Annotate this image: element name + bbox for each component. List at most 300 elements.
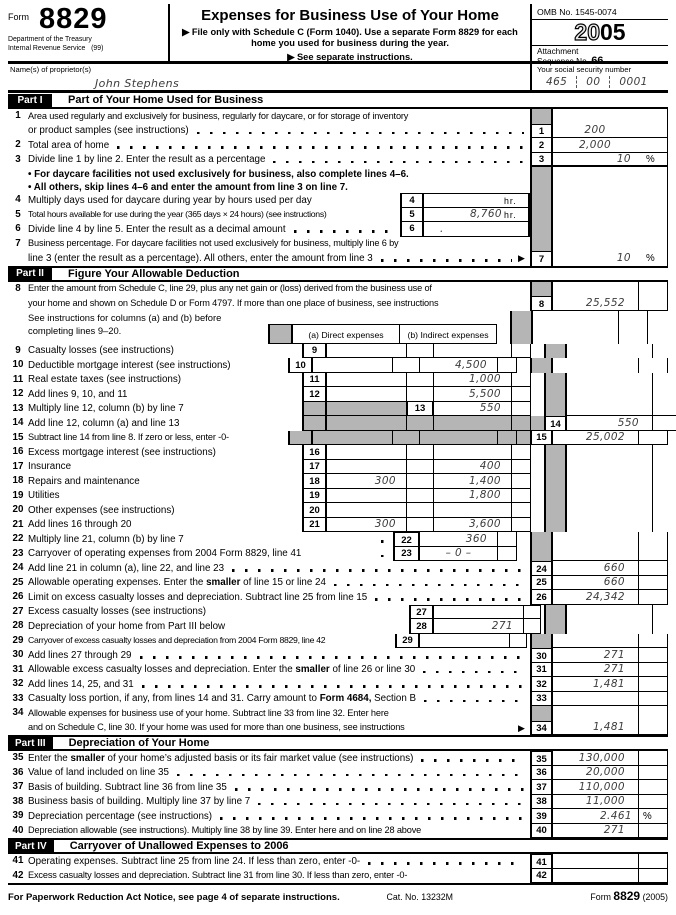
line-17-direct[interactable] <box>327 460 407 475</box>
shaded-cell <box>517 431 530 446</box>
line-42-amount[interactable] <box>553 869 638 884</box>
dot-leader <box>197 132 524 134</box>
shaded-box-column <box>530 282 553 297</box>
line-14-number: 14 <box>12 417 24 428</box>
line-12-indirect[interactable]: 5,500 <box>434 387 512 402</box>
line-31-number: 31 <box>12 663 24 675</box>
line-24-row <box>8 561 668 576</box>
line-34-label-2: and on Schedule C, line 30. If your home was used for more than one business, see instructions <box>28 722 405 732</box>
shaded-box-column <box>510 311 533 324</box>
line-18-indirect[interactable]: 1,400 <box>434 474 512 489</box>
dot-leader <box>220 817 524 819</box>
line-23-box: 23 <box>393 547 420 562</box>
line-9-direct[interactable] <box>327 344 407 359</box>
line-8-row-c <box>8 311 668 324</box>
line-23-label: Carryover of operating expenses from 2004 Form 8829, line 41 <box>28 548 302 559</box>
dot-leader <box>424 700 524 702</box>
line-16-number: 16 <box>12 446 24 457</box>
part-3-tag: Part III <box>8 737 53 750</box>
line-10-label: Deductible mortgage interest (see instructions) <box>28 359 231 371</box>
line-16-row <box>8 445 668 460</box>
catalog-number: Cat. No. 13232M <box>386 892 453 902</box>
line-30-amount[interactable]: 271 <box>553 648 638 663</box>
line-5-number: 5 <box>15 208 21 220</box>
dot-leader <box>368 862 524 864</box>
line-30-box: 30 <box>530 648 553 663</box>
part-4-title: Carryover of Unallowed Expenses to 2006 <box>69 840 289 852</box>
column-b-header: (b) Indirect expenses <box>400 324 497 344</box>
dept-irs: Internal Revenue Service (99) <box>8 44 104 52</box>
line-20-number: 20 <box>12 504 24 515</box>
line-11-number: 11 <box>12 373 24 385</box>
line-7-row-b <box>8 251 668 266</box>
part-3-bar <box>8 735 668 751</box>
line-15-number: 15 <box>12 431 24 443</box>
line-27-number: 27 <box>12 605 24 617</box>
line-17-box: 17 <box>302 460 327 475</box>
line-35-amount[interactable]: 130,000 <box>553 751 638 766</box>
line-4-row <box>8 193 668 208</box>
shaded-box-column <box>544 474 567 489</box>
line-37-box: 37 <box>530 780 553 795</box>
line-9-indirect[interactable] <box>434 344 512 359</box>
line-8-label-1: Enter the amount from Schedule C, line 29, plus any net gain or (loss) derived from the business use of <box>28 283 432 293</box>
form-header <box>8 3 668 67</box>
line-24-number: 24 <box>12 562 24 573</box>
ssn-part-3[interactable]: 0001 <box>619 76 648 88</box>
daycare-bullet-note: • For daycare facilities not used exclusively for business, also complete lines 4–6. <box>28 168 409 180</box>
line-18-row <box>8 474 668 489</box>
line-24-amount[interactable]: 660 <box>553 561 638 576</box>
line-39-label: Depreciation percentage (see instructions) <box>28 810 213 822</box>
shaded-cell <box>313 431 393 446</box>
line-10-row <box>8 358 668 373</box>
line-12-number: 12 <box>12 388 24 399</box>
line-5-amount[interactable]: 8,760 <box>469 208 502 220</box>
line-33-label: Casualty loss portion, if any, from lines 14 and 31. Carry amount to Form 4684, Section B <box>28 693 417 704</box>
shaded-box-column <box>530 358 553 373</box>
line-15-label: Subtract line 14 from line 8. If zero or less, enter -0- <box>28 432 229 442</box>
line-6-number: 6 <box>15 223 21 234</box>
line-22-box: 22 <box>393 532 420 547</box>
line-21-row <box>8 518 668 533</box>
file-note-line1: ▶ File only with Schedule C (Form 1040). Use a separate Form 8829 for each <box>182 27 518 37</box>
line-21-indirect[interactable]: 3,600 <box>434 518 512 533</box>
proprietor-name-label: Name(s) of proprietor(s) <box>10 65 92 74</box>
line-13-number: 13 <box>12 402 24 414</box>
line-4-number: 4 <box>15 194 21 205</box>
line-1-box: 1 <box>530 124 553 139</box>
line-16-indirect[interactable] <box>434 445 512 460</box>
line-28-number: 28 <box>12 620 24 631</box>
line-40-amount[interactable]: 271 <box>553 824 638 839</box>
line-32-label: Add lines 14, 25, and 31 <box>28 678 134 690</box>
line-26-box: 26 <box>530 590 553 605</box>
form-word: Form <box>8 12 29 22</box>
line-28-amount[interactable]: 271 <box>434 619 524 634</box>
ssn-part-1[interactable]: 465 <box>546 76 568 88</box>
line-30-number: 30 <box>12 649 24 660</box>
shaded-cell <box>393 431 420 446</box>
line-16-direct[interactable] <box>327 445 407 460</box>
line-25-amount[interactable]: 660 <box>553 576 638 591</box>
line-21-number: 21 <box>12 518 24 530</box>
dot-leader <box>421 759 524 761</box>
shaded-cell <box>512 416 531 431</box>
line-2-label: Total area of home <box>28 139 110 151</box>
line-38-row <box>8 795 668 810</box>
line-35-row <box>8 751 668 766</box>
shaded-box-column <box>530 222 553 237</box>
line-30-label: Add lines 27 through 29 <box>28 649 132 661</box>
line-12-direct[interactable] <box>327 387 407 402</box>
line-39-amount[interactable]: 2.461 <box>553 809 638 824</box>
part-4-bar <box>8 838 668 854</box>
line-25-row <box>8 576 668 591</box>
line-40-number: 40 <box>12 824 24 836</box>
shaded-box-column <box>544 387 567 402</box>
part-1-bar <box>8 93 668 109</box>
percent-sign: % <box>646 252 655 264</box>
line-16-label: Excess mortgage interest (see instructions) <box>28 446 216 458</box>
dot-leader <box>381 259 512 261</box>
line-29-box: 29 <box>395 634 420 649</box>
line-18-label: Repairs and maintenance <box>28 475 140 487</box>
shaded-box-column <box>510 324 533 344</box>
line-3-row <box>8 153 668 168</box>
dot-leader <box>142 685 524 687</box>
omb-number: OMB No. 1545-0074 <box>532 4 668 20</box>
dot-leader <box>273 161 524 163</box>
line-34-amount[interactable]: 1,481 <box>553 721 638 736</box>
shaded-cell <box>420 431 498 446</box>
attachment-label: Attachment <box>537 47 579 56</box>
shaded-cell <box>327 402 407 417</box>
line-17-indirect[interactable]: 400 <box>434 460 512 475</box>
sequence-number: Sequence No. 66 <box>537 54 604 67</box>
line-8-note-1: See instructions for columns (a) and (b) before <box>28 312 222 323</box>
line-22-indirect[interactable]: 360 <box>420 532 498 547</box>
line-11-indirect[interactable]: 1,000 <box>434 373 512 388</box>
line-27-box: 27 <box>409 605 434 620</box>
line-42-row <box>8 869 668 884</box>
file-note-line2: home you used for business during the year. <box>251 38 449 48</box>
percent-sign: % <box>638 809 668 824</box>
form-footer <box>8 883 668 903</box>
line-23-indirect[interactable]: – 0 – <box>420 547 498 562</box>
line-41-number: 41 <box>12 855 24 866</box>
line-11-label: Real estate taxes (see instructions) <box>28 374 182 385</box>
line-32-row <box>8 677 668 692</box>
ssn-field[interactable] <box>537 76 668 88</box>
line-6-label: Divide line 4 by line 5. Enter the result as a decimal amount <box>28 223 286 235</box>
line-10-direct[interactable] <box>313 358 393 373</box>
hours-unit: hr. <box>504 196 517 206</box>
part-3-title: Depreciation of Your Home <box>68 737 210 749</box>
line-31-row <box>8 663 668 678</box>
shaded-box-column <box>544 489 567 504</box>
shaded-box-column <box>530 547 553 562</box>
line-13-box: 13 <box>407 402 434 417</box>
line-33-box: 33 <box>530 692 553 707</box>
paperwork-notice: For Paperwork Reduction Act Notice, see page 4 of separate instructions. <box>8 892 340 903</box>
dot-leader <box>334 584 524 586</box>
part-1-tag: Part I <box>8 94 52 107</box>
line-35-label: Enter the smaller of your home’s adjusted basis or its fair market value (see instructions) <box>28 752 414 764</box>
line-19-box: 19 <box>302 489 327 504</box>
line-14-amount[interactable]: 550 <box>567 416 652 431</box>
pointer-icon: ▶ <box>518 722 525 733</box>
line-16-box: 16 <box>302 445 327 460</box>
line-12-label: Add lines 9, 10, and 11 <box>28 388 128 400</box>
line-29-label: Carryover of excess casualty losses and depreciation from 2004 Form 8829, line 42 <box>28 635 326 645</box>
line-2-amount[interactable]: 2,000 <box>578 138 612 151</box>
line-35-number: 35 <box>12 752 24 763</box>
line-7-label-1: Business percentage. For daycare facilities not used exclusively for business, multiply line 6 by <box>28 238 399 248</box>
line-11-direct[interactable] <box>327 373 407 388</box>
line-34-number: 34 <box>12 707 24 718</box>
line-27-row <box>8 605 668 620</box>
shaded-cell <box>302 416 327 431</box>
shaded-cell <box>327 416 407 431</box>
line-29-number: 29 <box>12 634 24 646</box>
line-36-label: Value of land included on line 35 <box>28 767 169 778</box>
line-10-indirect[interactable]: 4,500 <box>420 358 498 373</box>
dot-leader <box>381 555 387 557</box>
pointer-icon: ▶ <box>518 253 525 263</box>
line-20-indirect[interactable] <box>434 503 512 518</box>
dot-leader <box>140 656 525 658</box>
line-13-indirect[interactable]: 550 <box>434 402 512 417</box>
line-19-number: 19 <box>12 489 24 501</box>
line-33-row <box>8 692 668 707</box>
shaded-box-column <box>530 237 553 252</box>
dot-leader <box>235 788 524 790</box>
line-41-amount[interactable] <box>553 854 638 869</box>
line-34-label-1: Allowable expenses for business use of your home. Subtract line 33 from line 32. Enter here <box>28 707 389 718</box>
all-others-bullet-note: • All others, skip lines 4–6 and enter the amount from line 3 on line 7. <box>28 181 348 193</box>
line-35-box: 35 <box>530 751 553 766</box>
tax-year: 2005 <box>574 19 626 45</box>
line-3-amount[interactable]: 10 <box>616 153 631 165</box>
line-4-box: 4 <box>400 193 424 208</box>
line-38-label: Business basis of building. Multiply line 37 by line 7 <box>28 796 251 807</box>
line-20-row <box>8 503 668 518</box>
shaded-box-column <box>530 193 553 208</box>
line-20-box: 20 <box>302 503 327 518</box>
line-10-box: 10 <box>288 358 313 373</box>
line-33-amount[interactable] <box>553 692 638 707</box>
shaded-box-column <box>544 503 567 518</box>
form-title-block <box>170 4 530 61</box>
table-number-header-cell <box>268 324 293 344</box>
shaded-cell <box>302 402 327 417</box>
line-40-box: 40 <box>530 824 553 839</box>
shaded-cell <box>531 416 544 431</box>
line-11-box: 11 <box>302 373 327 388</box>
dept-treasury: Department of the Treasury <box>8 36 92 43</box>
line-27-label: Excess casualty losses (see instructions) <box>28 606 207 617</box>
shaded-box-column <box>544 605 567 620</box>
footer-form-id: Form 8829 (2005) <box>590 889 668 903</box>
line-26-label: Limit on excess casualty losses and depreciation. Subtract line 25 from line 15 <box>28 591 368 603</box>
line-19-indirect[interactable]: 1,800 <box>434 489 512 504</box>
line-2-number: 2 <box>15 139 21 150</box>
line-15-amount[interactable]: 25,002 <box>553 431 638 446</box>
line-8-note-2: completing lines 9–20. <box>28 325 122 336</box>
shaded-cell <box>434 416 512 431</box>
line-22-number: 22 <box>12 533 24 544</box>
shaded-box-column <box>544 518 567 533</box>
line-4-label: Multiply days used for daycare during year by hours used per day <box>28 194 312 206</box>
line-10-number: 10 <box>12 359 24 370</box>
line-23-row <box>8 547 668 562</box>
line-26-row <box>8 590 668 605</box>
line-41-label: Operating expenses. Subtract line 25 from line 24. If less than zero, enter -0- <box>28 855 361 867</box>
line-19-direct[interactable] <box>327 489 407 504</box>
line-38-amount[interactable]: 11,000 <box>553 795 638 810</box>
line-29-row <box>8 634 668 649</box>
shaded-box-column <box>544 445 567 460</box>
see-instructions-note: ▶ See separate instructions. <box>287 52 413 62</box>
line-8-label-2: your home and shown on Schedule D or Form 4797. If more than one place of business, see instructions <box>28 297 439 308</box>
line-37-amount[interactable]: 110,000 <box>553 780 638 795</box>
line-21-direct[interactable]: 300 <box>327 518 407 533</box>
line-39-row <box>8 809 668 824</box>
shaded-box-column <box>530 634 553 649</box>
shaded-cell <box>498 431 517 446</box>
line-18-number: 18 <box>12 475 24 486</box>
column-a-header: (a) Direct expenses <box>293 324 400 344</box>
line-13-label: Multiply line 12, column (b) by line 7 <box>28 403 184 414</box>
line-20-direct[interactable] <box>327 503 407 518</box>
line-8-row-a <box>8 282 668 297</box>
line-37-number: 37 <box>12 781 24 792</box>
line-28-box: 28 <box>409 619 434 634</box>
line-8-number: 8 <box>15 282 21 294</box>
line-15-box: 15 <box>530 431 553 446</box>
line-26-number: 26 <box>12 591 24 602</box>
shaded-box-column <box>530 180 553 193</box>
line-25-box: 25 <box>530 576 553 591</box>
table-header-row <box>8 324 668 344</box>
line-13-row <box>8 402 668 417</box>
line-25-number: 25 <box>12 576 24 588</box>
dot-leader <box>258 803 524 805</box>
line-19-row <box>8 489 668 504</box>
line-23-number: 23 <box>12 547 24 559</box>
name-row <box>8 64 668 93</box>
line-28-row <box>8 619 668 634</box>
line-32-number: 32 <box>12 678 24 689</box>
line-15-row <box>8 431 668 446</box>
part-1-title: Part of Your Home Used for Business <box>68 94 264 106</box>
line-37-label: Basis of building. Subtract line 36 from line 35 <box>28 781 227 793</box>
line-6-amount[interactable]: . <box>440 222 444 235</box>
line-22-row <box>8 532 668 547</box>
line-8-row-b <box>8 296 668 311</box>
line-1-row-b <box>8 124 668 139</box>
line-36-box: 36 <box>530 766 553 781</box>
line-3-number: 3 <box>15 153 21 165</box>
hours-unit: hr. <box>504 209 517 220</box>
line-7-amount[interactable]: 10 <box>616 251 631 264</box>
ssn-part-2[interactable]: 00 <box>586 76 601 88</box>
line-8-amount[interactable]: 25,552 <box>553 296 638 311</box>
line-18-direct[interactable]: 300 <box>327 474 407 489</box>
dot-leader <box>294 230 394 232</box>
dot-leader <box>375 598 524 600</box>
shaded-box-column <box>544 402 567 417</box>
line-34-row-a <box>8 706 668 721</box>
line-20-label: Other expenses (see instructions) <box>28 504 175 516</box>
line-17-label: Insurance <box>28 461 72 472</box>
line-4-amount[interactable] <box>424 194 502 207</box>
form-title: Expenses for Business Use of Your Home <box>201 7 499 24</box>
line-18-box: 18 <box>302 474 327 489</box>
line-5-label: Total hours available for use during the year (365 days × 24 hours) (see instructions) <box>28 209 327 219</box>
line-21-label: Add lines 16 through 20 <box>28 519 132 530</box>
dot-leader <box>423 671 524 673</box>
line-1-amount[interactable]: 200 <box>584 124 606 136</box>
line-21-box: 21 <box>302 518 327 533</box>
line-36-number: 36 <box>12 766 24 778</box>
line-31-amount[interactable]: 271 <box>553 663 638 678</box>
line-7-label-2: line 3 (enter the result as a percentage). All others, enter the amount from line 3 <box>28 252 373 264</box>
line-41-box: 41 <box>530 854 553 869</box>
line-42-box: 42 <box>530 869 553 884</box>
part-2-title: Figure Your Allowable Deduction <box>68 267 240 280</box>
percent-sign: % <box>646 154 655 165</box>
dot-leader <box>381 540 387 542</box>
line-38-box: 38 <box>530 795 553 810</box>
shaded-cell <box>288 431 313 446</box>
line-30-row <box>8 648 668 663</box>
shaded-box-column <box>530 532 553 547</box>
line-42-label: Excess casualty losses and depreciation. Subtract line 31 from line 30. If less than zero, enter -0- <box>28 870 408 880</box>
line-26-amount[interactable]: 24,342 <box>553 590 638 605</box>
ssn-label: Your social security number <box>537 65 632 74</box>
line-2-box: 2 <box>530 138 553 153</box>
line-19-label: Utilities <box>28 490 60 501</box>
proprietor-name-field[interactable]: John Stephens <box>95 77 180 90</box>
line-2-row <box>8 138 668 153</box>
line-36-amount[interactable]: 20,000 <box>553 766 638 781</box>
shaded-box-column <box>530 167 553 180</box>
line-22-label: Multiply line 21, column (b) by line 7 <box>28 533 184 545</box>
line-32-amount[interactable]: 1,481 <box>553 677 638 692</box>
part-2-tag: Part II <box>8 267 52 280</box>
line-6-row <box>8 222 668 237</box>
bullet-row-2 <box>8 180 668 193</box>
line-7-number: 7 <box>15 237 21 249</box>
line-1-label-1: Area used regularly and exclusively for business, regularly for daycare, or for storage of inventory <box>28 110 409 121</box>
shaded-box-column <box>530 706 553 721</box>
shaded-box-column <box>544 344 567 359</box>
line-36-row <box>8 766 668 781</box>
line-40-label: Depreciation allowable (see instructions). Multiply line 38 by line 39. Enter here and on line 28 above <box>28 825 422 835</box>
line-27-amount[interactable] <box>434 605 524 620</box>
form-number: 8829 <box>39 3 108 35</box>
line-24-box: 24 <box>530 561 553 576</box>
line-39-box: 39 <box>530 809 553 824</box>
shaded-box-column <box>544 460 567 475</box>
line-41-row <box>8 854 668 869</box>
line-8-box: 8 <box>530 296 553 311</box>
line-29-amount[interactable] <box>420 634 510 649</box>
line-31-label: Allowable excess casualty losses and depreciation. Enter the smaller of line 26 or line 30 <box>28 664 416 675</box>
line-34-row-b <box>8 721 668 736</box>
